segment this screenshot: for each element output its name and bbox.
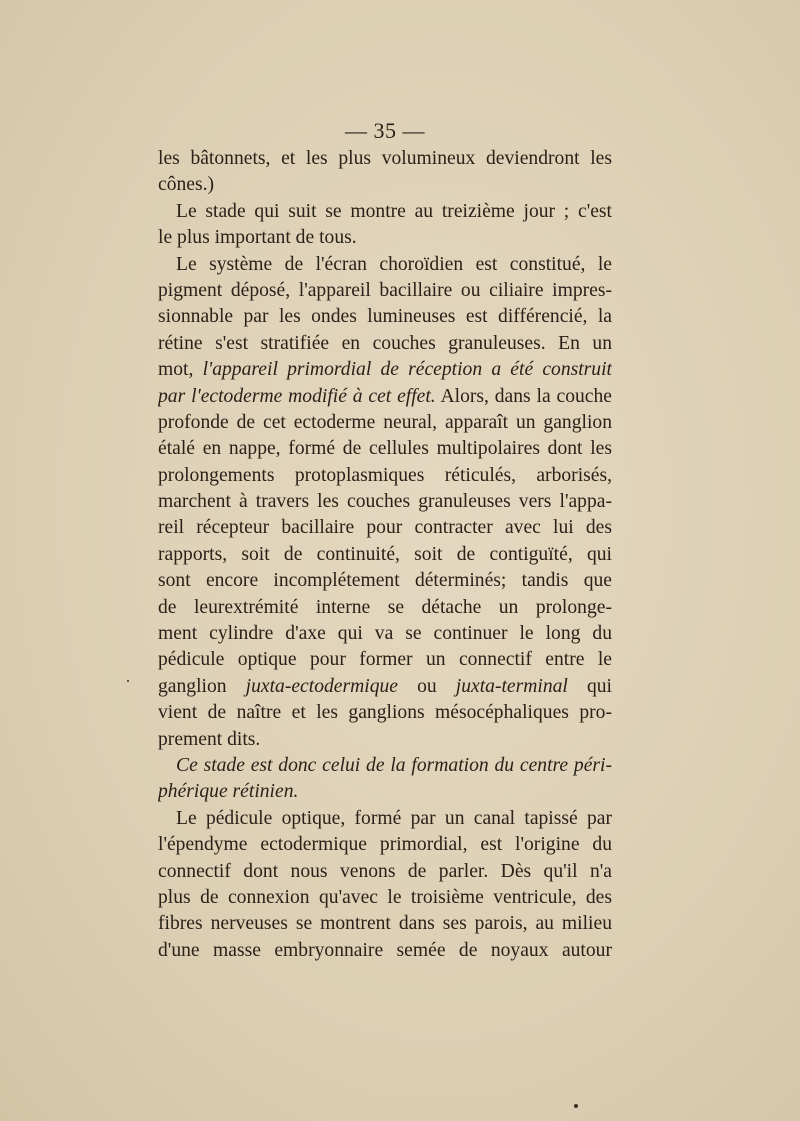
text-line xyxy=(158,727,612,753)
text-segment: de leurextrémité interne se détache un prolonge- xyxy=(158,596,612,618)
text-line xyxy=(158,779,612,805)
text-segment: prolongements protoplasmiques réticulés, arborisés, xyxy=(158,464,612,486)
text-segment: Le pédicule optique, formé par un canal tapissé par xyxy=(176,807,612,829)
text-segment: qui xyxy=(567,675,612,697)
text-line xyxy=(158,304,612,330)
text-line xyxy=(158,146,612,172)
italic-text: Ce stade est donc celui de la formation du centre péri- xyxy=(176,754,612,776)
text-line xyxy=(158,278,612,304)
text-segment: fibres nerveuses se montrent dans ses parois, au milieu xyxy=(158,913,612,935)
text-segment: connectif dont nous venons de parler. Dès qu'il n'a xyxy=(158,860,612,882)
paper-speck xyxy=(127,680,129,682)
text-line xyxy=(158,568,612,594)
text-segment: cônes.) xyxy=(158,174,215,196)
italic-text: juxta-terminal xyxy=(455,675,568,697)
text-segment: sont encore incomplétement déterminés; tandis que xyxy=(158,570,612,592)
text-segment: prement dits. xyxy=(158,728,261,750)
text-segment: Alors, dans la couche xyxy=(435,385,612,407)
text-line xyxy=(158,384,612,410)
text-segment: reil récepteur bacillaire pour contracter avec lui des xyxy=(158,517,612,539)
text-line xyxy=(158,410,612,436)
text-line xyxy=(158,595,612,621)
text-line xyxy=(158,225,612,251)
text-line xyxy=(158,515,612,541)
italic-text: juxta-ectodermique xyxy=(245,675,398,697)
text-line xyxy=(158,806,612,832)
text-segment: d'une masse embryonnaire semée de noyaux autour xyxy=(158,939,612,961)
text-segment: ou xyxy=(398,675,456,697)
text-line xyxy=(158,911,612,937)
text-segment: marchent à travers les couches granuleuses vers l'appa- xyxy=(158,491,612,513)
text-segment: profonde de cet ectoderme neural, apparaît un ganglion xyxy=(158,411,612,433)
text-segment: ment cylindre d'axe qui va se continuer le long du xyxy=(158,623,612,645)
text-line xyxy=(158,938,612,964)
text-line xyxy=(158,199,612,225)
text-segment: Le système de l'écran choroïdien est constitué, le xyxy=(176,253,612,275)
text-segment: ganglion xyxy=(158,675,246,697)
text-segment: étalé en nappe, formé de cellules multipolaires dont les xyxy=(158,438,612,460)
text-line xyxy=(158,489,612,515)
text-line xyxy=(158,463,612,489)
text-segment: plus de connexion qu'avec le troisième ventricule, des xyxy=(158,886,612,908)
paper-speck xyxy=(574,1104,578,1108)
text-line xyxy=(158,357,612,383)
text-line xyxy=(158,621,612,647)
text-line xyxy=(158,753,612,779)
text-segment: l'épendyme ectodermique primordial, est l'origine du xyxy=(158,834,612,856)
text-line xyxy=(158,331,612,357)
text-line xyxy=(158,172,612,198)
text-segment: rétine s'est stratifiée en couches granuleuses. En un xyxy=(158,332,612,354)
text-line xyxy=(158,700,612,726)
text-segment: vient de naître et les ganglions mésocéphaliques pro- xyxy=(158,702,612,724)
text-line xyxy=(158,647,612,673)
text-segment: les bâtonnets, et les plus volumineux deviendront les xyxy=(158,148,612,169)
text-line xyxy=(158,542,612,568)
text-line xyxy=(158,436,612,462)
text-segment: sionnable par les ondes lumineuses est différencié, la xyxy=(158,306,612,328)
text-segment: le plus important de tous. xyxy=(158,227,357,249)
body-text xyxy=(158,146,612,964)
text-segment: rapports, soit de continuité, soit de contiguïté, qui xyxy=(158,543,612,565)
text-segment: pigment déposé, l'appareil bacillaire ou ciliaire impres- xyxy=(158,279,612,301)
text-line xyxy=(158,885,612,911)
italic-text: phérique rétinien. xyxy=(158,781,299,803)
text-line xyxy=(158,832,612,858)
page-number: — 35 — xyxy=(345,118,425,143)
text-line xyxy=(158,252,612,278)
italic-text: par l'ectoderme modifié à cet effet. xyxy=(158,385,436,407)
italic-text: l'appareil primordial de réception a été construit xyxy=(202,359,612,381)
text-segment: mot, xyxy=(158,359,203,381)
text-line xyxy=(158,859,612,885)
text-segment: Le stade qui suit se montre au treizième jour ; c'est xyxy=(176,200,612,222)
text-segment: pédicule optique pour former un connectif entre le xyxy=(158,649,612,671)
text-line xyxy=(158,674,612,700)
